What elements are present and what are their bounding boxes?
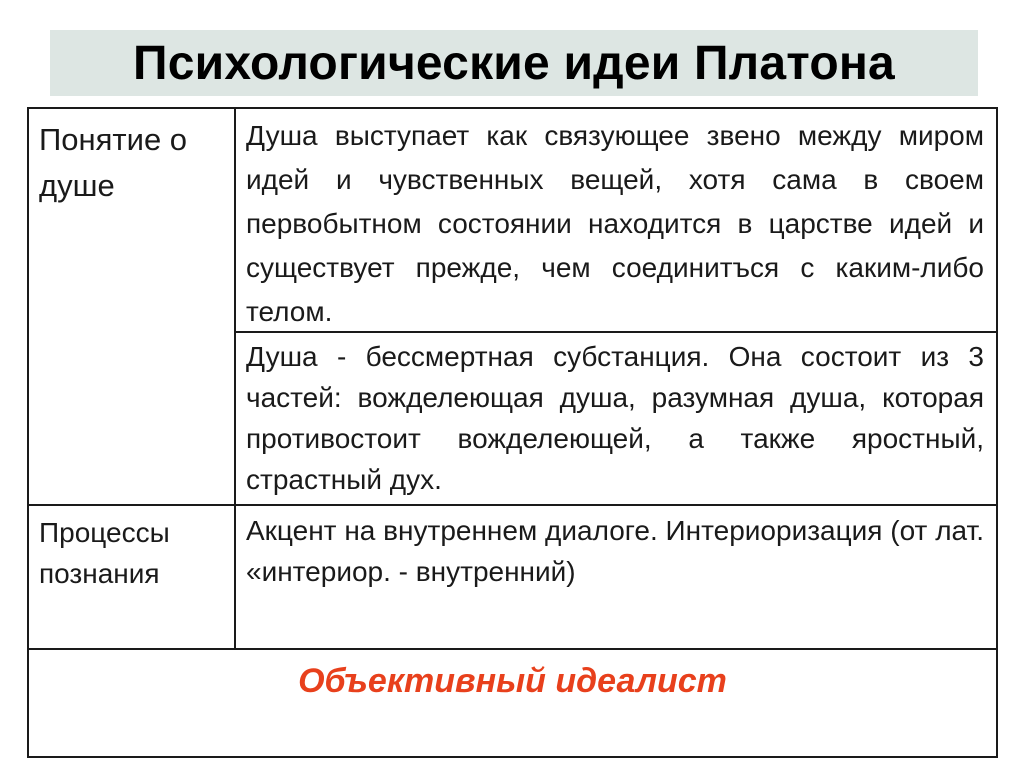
title-band — [50, 30, 978, 96]
content-cell-soul-2 — [236, 333, 996, 506]
label-cell-soul — [29, 109, 236, 506]
row-label-cognition: Процессы познания — [39, 517, 170, 589]
concept-table — [27, 107, 998, 758]
label-cell-cognition — [29, 506, 236, 650]
soul-paragraph-1: Душа выступает как связующее звено между миром идей и чувственных вещей, хотя сама в своем первобытном состоянии находится в царстве идей и существует прежде, чем соединитъся с каким-либо телом. — [246, 120, 984, 327]
conclusion-text: Объективный идеалист — [298, 662, 727, 700]
content-cell-soul-1 — [236, 109, 996, 333]
soul-paragraph-2: Душа - бессмертная субстанция. Она состоит из 3 частей: вожделеющая душа, разумная душа, которая противостоит вожделеющей, а также яростный, страстный дух. — [246, 341, 984, 495]
page-title: Психологические идеи Платона — [133, 36, 895, 90]
cognition-paragraph: Акцент на внутреннем диалоге. Интериоризация (от лат. «интериор. - внутренний) — [246, 515, 984, 587]
row-label-soul: Понятие о душе — [39, 122, 188, 203]
content-cell-cognition — [236, 506, 996, 650]
